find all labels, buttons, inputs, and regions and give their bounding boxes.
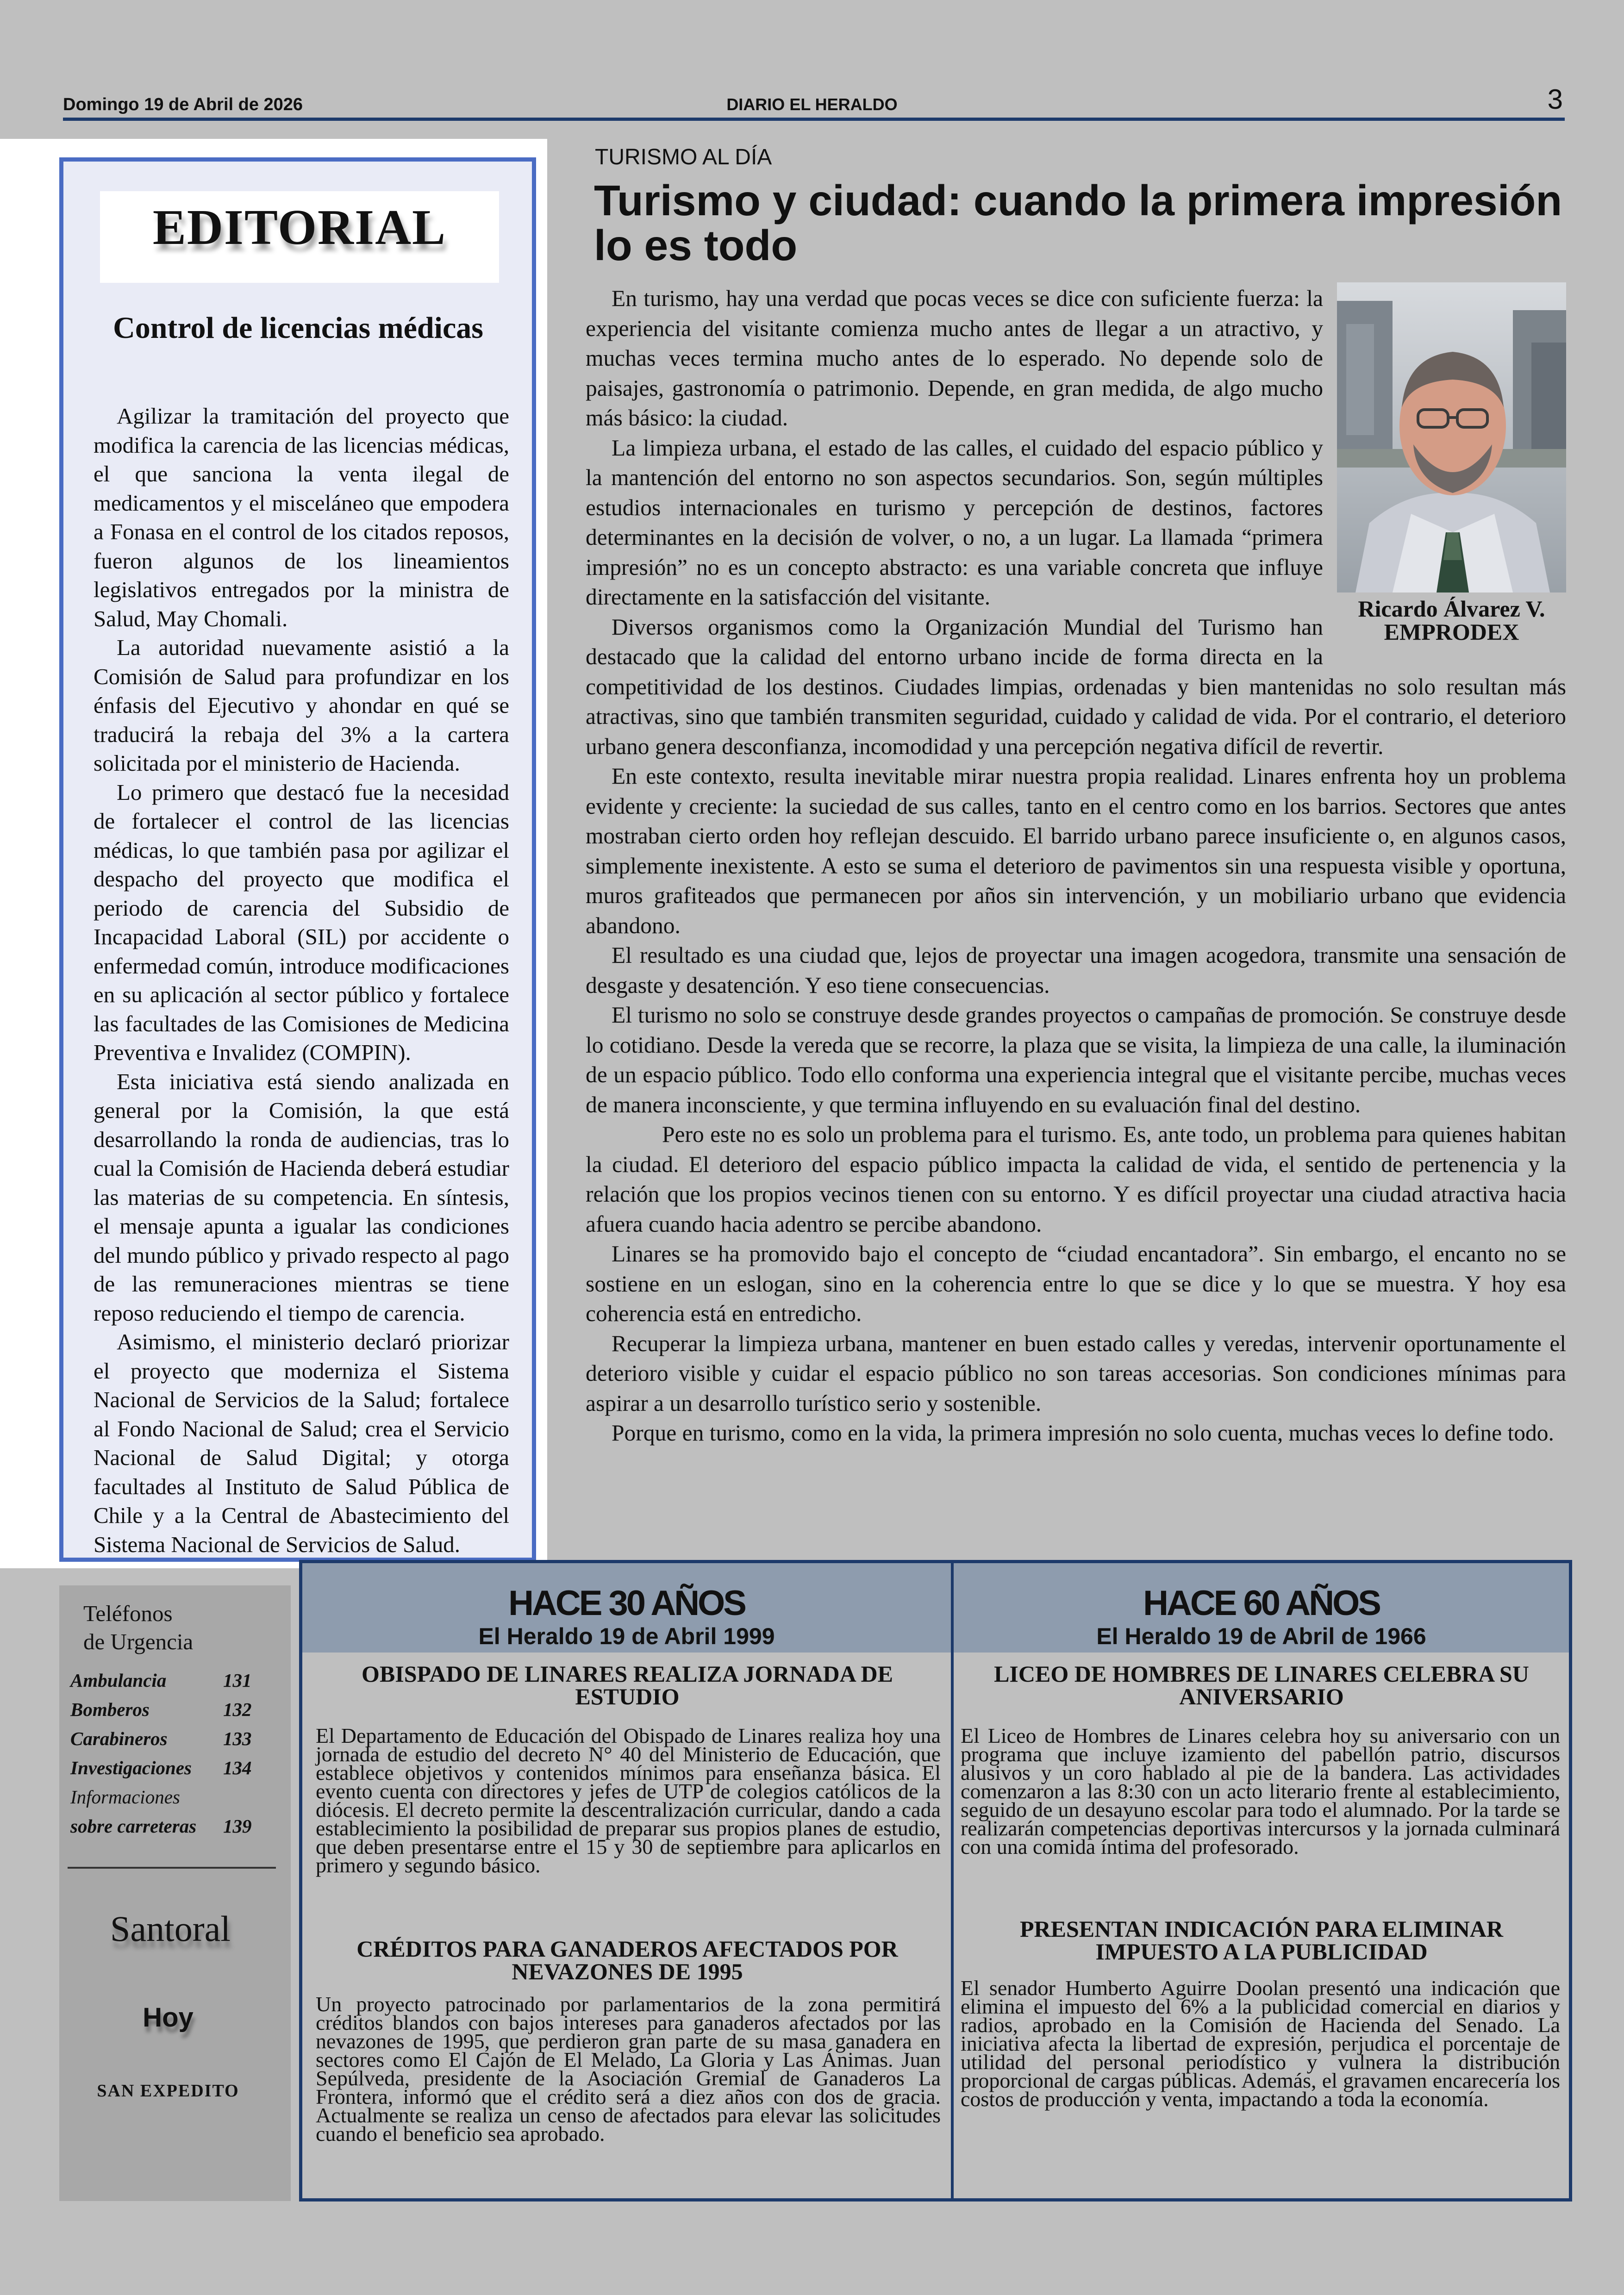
emergency-title-line: Teléfonos: [83, 1601, 173, 1626]
article-paragraph: En turismo, hay una verdad que pocas veces se dice con suficiente fuerza: la experiencia del visitante comienza mucho antes de llegar a un atractivo, y muchas veces termina mucho antes de lo esperado. No depende solo de paisajes, gastronomía o patrimonio. Depende, en gran medida, de algo mucho más básico: la ciudad.: [586, 286, 1323, 430]
hace60-story-body: El Liceo de Hombres de Linares celebra hoy su aniversario con un programa que incluye izamiento del pabellón patrio, discursos alusivos y un coro hablado al pie de la bandera. Las actividades comenzaron a las 8:30 con un acto literario frente al establecimiento, seguido de un desayuno escolar para todo el alumnado. Por la tarde se realizarán competencias deportivas intercursos y la jornada culminará con una comida íntima del profesorado.: [961, 1724, 1560, 1858]
header-date: Domingo 19 de Abril de 2026: [63, 95, 303, 114]
author-caption: [1337, 597, 1566, 643]
hace60-story-body: El senador Humberto Aguirre Doolan presentó una indicación que elimina el impuesto del 6% a la publicidad comercial en diarios y radios, aprobado en la Comisión de Hacienda del Senado. La iniciativa afecta la libertad de expresión, perjudica el porcentaje de utilidad del personal periodístico y vulnera la distribución proporcional de cargas públicas. Además, el gravamen encarecería los costos de producción y venta, impactando a toda la economía.: [961, 1976, 1560, 2111]
emergency-number: 133: [223, 1728, 252, 1749]
newspaper-name: DIARIO EL HERALDO: [726, 95, 898, 114]
article-paragraph: Recuperar la limpieza urbana, mantener en buen estado calles y veredas, intervenir oportunamente el deterioro visible y cuidar el espacio público no son tareas accesorias. Son condiciones mínimas para aspirar a un desarrollo turístico serio y sostenible.: [586, 1330, 1566, 1416]
article-paragraph: Porque en turismo, como en la vida, la primera impresión no solo cuenta, muchas veces lo define todo.: [612, 1420, 1554, 1446]
author-photo: [1337, 282, 1566, 592]
hace60-story-headline: LICEO DE HOMBRES DE LINARES CELEBRA SU ANIVERSARIO: [994, 1661, 1529, 1709]
article-paragraph: En este contexto, resulta inevitable mirar nuestra propia realidad. Linares enfrenta hoy un problema evidente y creciente: la suciedad de sus calles, tanto en el centro como en los barrios. Sectores que antes mostraban cierto orden hoy reflejan descuido. El barrido urbano parece insuficiente o, en algunos casos, simplemente inexistente. A esto se suma el deterioro de pavimentos sin una respuesta visible y oportuna, muros grafiteados que permanecen por años sin intervención, y un mobiliario urbano que evidencia abandono.: [586, 763, 1566, 938]
editorial-body: [94, 402, 509, 1559]
page-number: 3: [1547, 84, 1563, 115]
emergency-label: Carabineros: [70, 1728, 168, 1749]
article-paragraph: El resultado es una ciudad que, lejos de proyectar una imagen acogedora, transmite una sensación de desgaste y desatención. Y eso tiene consecuencias.: [586, 942, 1566, 998]
article-paragraph: Linares se ha promovido bajo el concepto de “ciudad encantadora”. Sin embargo, el encanto no se sostiene en un eslogan, sino en la coherencia entre lo que se dice y lo que se muestra. Y hoy esa coherencia está en entredicho.: [586, 1241, 1566, 1326]
header-rule: [63, 118, 1565, 121]
editorial-paragraph: Esta iniciativa está siendo analizada en general por la Comisión, la que está desarrollando la ronda de audiencias, tras lo cual la Comisión de Hacienda deberá estudiar las materias de su competencia. En síntesis, el mensaje apunta a igualar las condiciones del mundo público y privado respecto al pago de las remuneraciones mientras se tiene reposo reduciendo el tiempo de carencia.: [94, 1068, 509, 1326]
hace60-story-headline: PRESENTAN INDICACIÓN PARA ELIMINAR IMPUESTO A LA PUBLICIDAD: [1019, 1916, 1504, 1964]
hace30-story-body: Un proyecto patrocinado por parlamentarios de la zona permitirá créditos blandos con bajos intereses para ganaderos afectados por las nevazones de 1995, que perdieron gran parte de su masa ganadera en sectores como El Cajón de El Melado, La Gloria y Las Ánimas. Juan Sepúlveda, presidente de la Asociación Gremial de Ganaderos La Frontera, informó que el crédito será a diez años con dos de gracia. Actualmente se realiza un censo de afectados para elevar las solicitudes cuando el beneficio sea aprobado.: [316, 1992, 941, 2145]
emergency-label: Ambulancia: [70, 1670, 167, 1691]
emergency-label: Investigaciones: [70, 1757, 192, 1778]
emergency-item: [70, 1815, 256, 1837]
article-paragraph: La limpieza urbana, el estado de las calles, el cuidado del espacio público y la mantención del entorno no son aspectos secundarios. Son, según múltiples estudios internacionales en turismo y percepción de destinos, factores determinantes en la decisión de volver, o no, a un lugar. La llamada “primera impresión” no es un concepto abstracto: es una variable concreta que influye directamente en la satisfacción del visitante.: [586, 435, 1323, 610]
article-kicker: TURISMO AL DÍA: [595, 145, 772, 169]
editorial-headline: Control de licencias médicas: [113, 311, 483, 345]
sidebar-divider: [68, 1867, 276, 1869]
santoral-title: Santoral: [110, 1908, 231, 1949]
hace30-story-body: El Departamento de Educación del Obispado de Linares realiza hoy una jornada de estudio del decreto N° 40 del Ministerio de Educación, que establece objetivos y contenidos mínimos para enseñanza básica. El evento cuenta con directores y jefes de UTP de colegios católicos de la diócesis. El decreto permite la descentralización curricular, dando a cada establecimiento la posibilidad de preparar sus propios planes de estudio, que deben presentarse entre el 15 y 30 de septiembre para aplicarlos en primero y segundo básico.: [316, 1724, 941, 1877]
santoral-saint: SAN EXPEDITO: [97, 2081, 239, 2101]
editorial-paragraph: Agilizar la tramitación del proyecto que modifica la carencia de las licencias médicas, el que sanciona la venta ilegal de medicamentos y el misceláneo que empodera a Fonasa en el control de los citados reposos, fueron algunos de los lineamientos legislativos entregados por la ministra de Salud, May Chomali.: [94, 403, 509, 631]
article-paragraph: Diversos organismos como la Organización Mundial del Turismo han destacado que la calidad del entorno urbano incide de forma directa en la competitividad de los destinos. Ciudades limpias, ordenadas y bien mantenidas no solo resultan más atractivas, sino que también transmiten seguridad, cuidado y calidad de vida. Por el contrario, el deterioro urbano genera desconfianza, incomodidad y una percepción negativa difícil de revertir.: [586, 614, 1566, 759]
hace30-heading: HACE 30 AÑOS: [508, 1584, 745, 1623]
emergency-number: 134: [223, 1757, 252, 1778]
emergency-number: 131: [223, 1670, 252, 1691]
emergency-number: 132: [223, 1699, 252, 1720]
emergency-item: [70, 1698, 256, 1721]
article-title: Turismo y ciudad: cuando la primera impresión lo es todo: [594, 176, 1562, 269]
editorial-paragraph: Lo primero que destacó fue la necesidad de fortalecer el control de las licencias médicas, lo que también pasa por agilizar el despacho del proyecto que modifica el periodo de carencia del Subsidio de Incapacidad Laboral (SIL) por accidente o enfermedad común, introduce modificaciones en su aplicación al sector público y fortalece las facultades de las Comisiones de Medicina Preventiva e Invalidez (COMPIN).: [94, 779, 509, 1065]
author-photo-graphic: [1337, 282, 1566, 592]
emergency-title-line: de Urgencia: [83, 1629, 194, 1655]
editorial-label: EDITORIAL: [152, 200, 447, 255]
article-paragraph: Pero este no es solo un problema para el turismo. Es, ante todo, un problema para quienes habitan la ciudad. El deterioro del espacio público impacta la calidad de vida, el sentido de pertenencia y la relación que los propios vecinos tienen con su entorno. Y es difícil proyectar una ciudad atractiva hacia afuera cuando hacia adentro se percibe abandono.: [586, 1122, 1566, 1237]
author-organization: EMPRODEX: [1384, 619, 1519, 645]
emergency-item: [70, 1669, 256, 1691]
author-name: Ricardo Álvarez V.: [1358, 596, 1545, 622]
hace30-story-headline: OBISPADO DE LINARES REALIZA JORNADA DE ESTUDIO: [362, 1661, 893, 1709]
emergency-info-line: Informaciones: [70, 1786, 180, 1808]
hace30-subheading: El Heraldo 19 de Abril 1999: [478, 1623, 775, 1649]
emergency-item: [70, 1757, 256, 1779]
emergency-item: [70, 1727, 256, 1750]
editorial-paragraph: La autoridad nuevamente asistió a la Comisión de Salud para profundizar en los énfasis del Ejecutivo y ahondar en qué se traducirá la rebaja del 3% a la cartera solicitada por el ministerio de Hacienda.: [94, 635, 509, 776]
hace30-story-headline: CRÉDITOS PARA GANADEROS AFECTADOS POR NEVAZONES DE 1995: [356, 1936, 898, 1984]
hace60-heading: HACE 60 AÑOS: [1143, 1584, 1380, 1623]
santoral-today: Hoy: [143, 2002, 194, 2033]
editorial-paragraph: Asimismo, el ministerio declaró priorizar el proyecto que moderniza el Sistema Nacional de Servicios de la Salud; fortalece al Fondo Nacional de Salud; crea el Servicio Nacional de Salud Digital; y otorga facultades al Instituto de Salud Pública de Chile y a la Central de Abastecimiento del Sistema Nacional de Servicios de Salud.: [94, 1329, 509, 1557]
emergency-label: Bomberos: [70, 1699, 150, 1720]
hace60-subheading: El Heraldo 19 de Abril de 1966: [1096, 1623, 1426, 1649]
hace-divider: [951, 1562, 954, 2200]
article-paragraph: El turismo no solo se construye desde grandes proyectos o campañas de promoción. Se construye desde lo cotidiano. Desde la vereda que se recorre, la plaza que se visita, la limpieza de una calle, la iluminación de un espacio público. Todo ello conforma una experiencia integral que el visitante percibe, muchas veces de manera inconsciente, y que termina influyendo en su evaluación final del destino.: [586, 1002, 1566, 1117]
emergency-number: 139: [223, 1815, 252, 1837]
emergency-label: sobre carreteras: [70, 1815, 197, 1837]
emergency-title: [83, 1599, 193, 1656]
